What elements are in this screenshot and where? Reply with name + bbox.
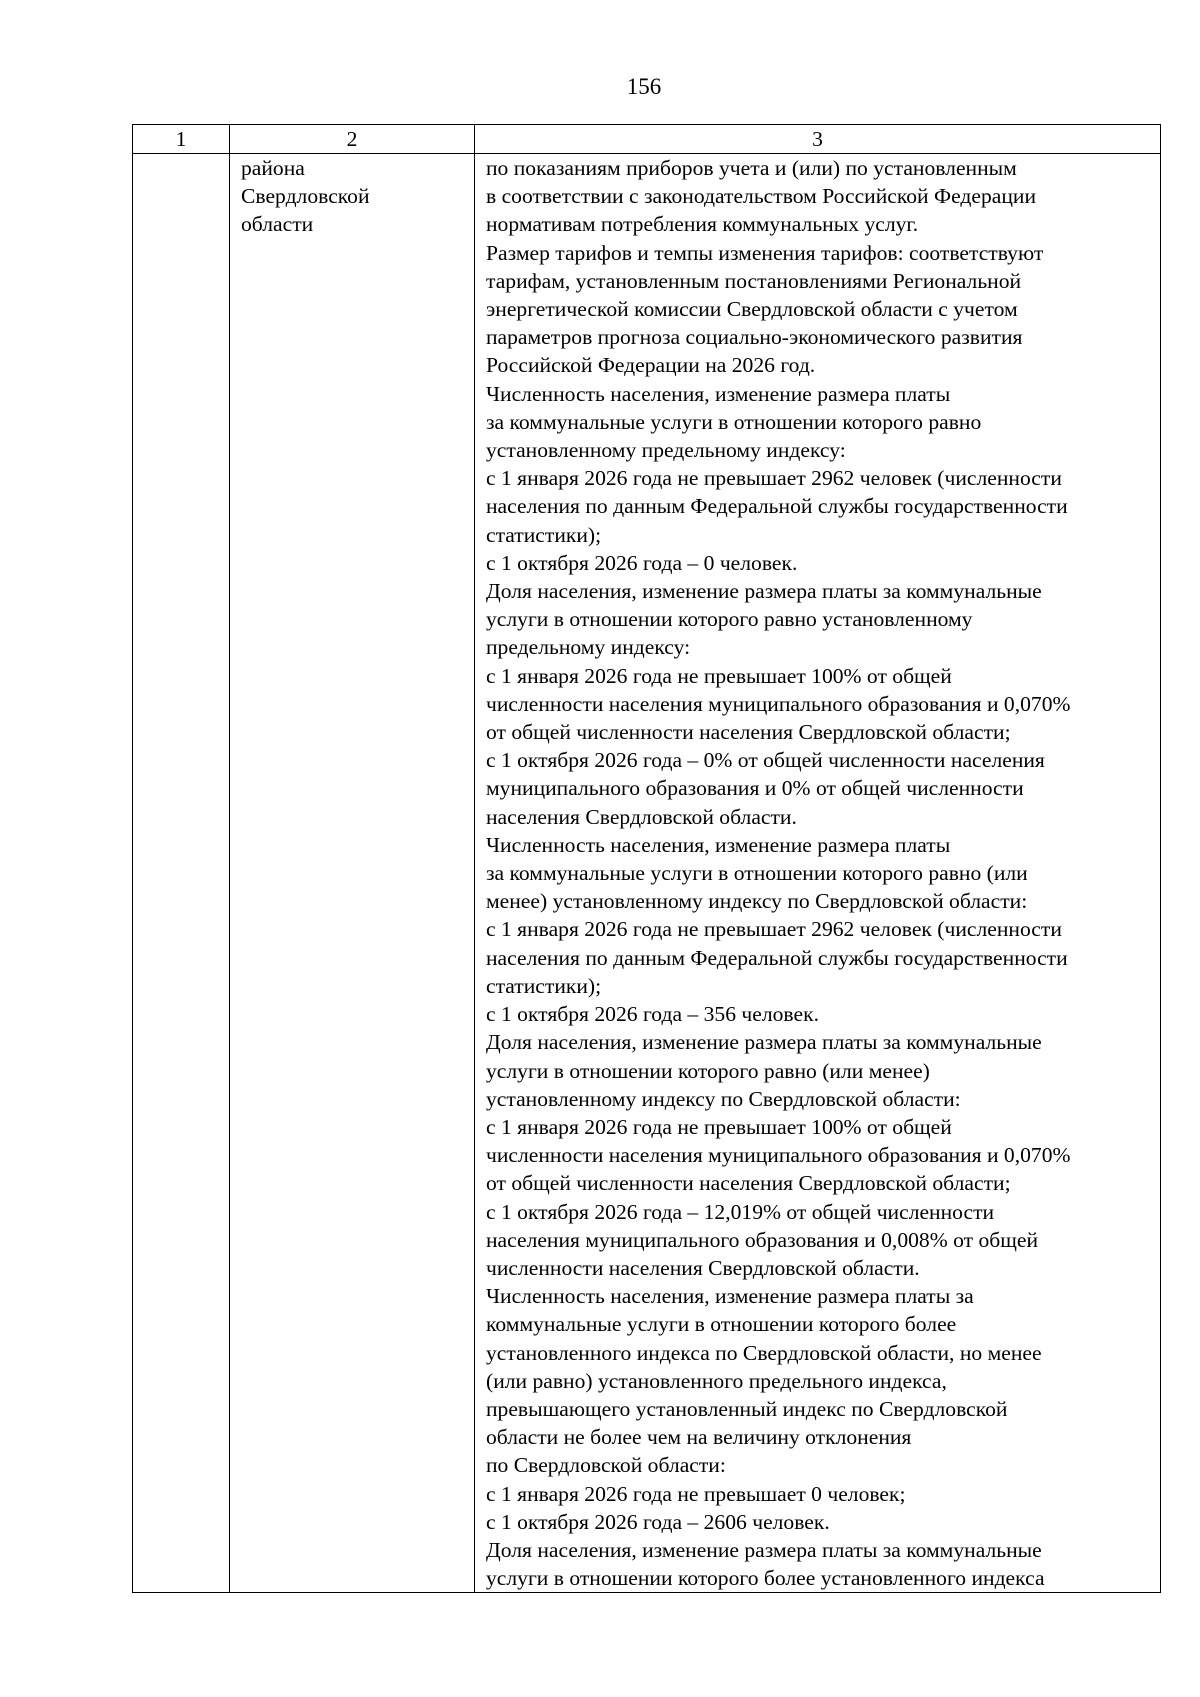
cell-col-2 [230,154,475,1593]
col3-text-line: параметров прогноза социально-экономического развития [486,325,1023,350]
col3-text-line: с 1 октября 2026 года – 2606 человек. [486,1509,830,1534]
col3-text-line: с 1 октября 2026 года – 0% от общей численности населения [486,748,1045,773]
col3-text-line: с 1 января 2026 года не превышает 100% от общей [486,1114,952,1139]
col3-text-line: (или равно) установленного предельного индекса, [486,1368,947,1393]
col3-text-line: за коммунальные услуги в отношении которого равно [486,409,982,434]
col3-text-line: населения по данным Федеральной службы государственности [486,494,1068,519]
cell-col-3 [475,154,1161,1593]
col3-text-line: Размер тарифов и темпы изменения тарифов: соответствуют [486,240,1044,265]
col3-text-line: муниципального образования и 0% от общей численности [486,776,1024,801]
col3-text-line: с 1 октября 2026 года – 12,019% от общей численности [486,1199,995,1224]
col3-text-line: численности населения муниципального образования и 0,070% [486,1143,1071,1168]
col3-text-line: численности населения муниципального образования и 0,070% [486,691,1071,716]
page-number: 156 [626,74,662,99]
col2-text-line: Свердловской [241,184,370,209]
col2-text-line: области [241,212,314,237]
col3-text-line: услуги в отношении которого равно установленному [486,607,973,632]
col3-text-line: услуги в отношении которого равно (или менее) [486,1058,930,1083]
col3-text-line: с 1 января 2026 года не превышает 0 человек; [486,1481,906,1506]
col3-text-line: превышающего установленный индекс по Свердловской [486,1396,1008,1421]
col3-text-line: по Свердловской области: [486,1453,726,1478]
header-col-1: 1 [133,125,230,154]
col3-text-line: с 1 октября 2026 года – 0 человек. [486,550,798,575]
col3-text-line: за коммунальные услуги в отношении которого равно (или [486,861,1028,886]
col3-text-line: установленному предельному индексу: [486,438,846,463]
col3-text-line: Доля населения, изменение размера платы за коммунальные [486,1537,1042,1562]
col3-text-line: энергетической комиссии Свердловской области с учетом [486,297,1018,322]
col3-text-line: Российской Федерации на 2026 год. [486,353,816,378]
col3-text-line: установленного индекса по Свердловской области, но менее [486,1340,1042,1365]
col3-text-line: в соответствии с законодательством Российской Федерации [486,184,1036,209]
header-col-3: 3 [475,125,1161,154]
col3-text-line: статистики); [486,522,602,547]
col3-text-line: Численность населения, изменение размера платы за [486,1284,974,1309]
header-row [133,125,1161,154]
col3-text-line: населения Свердловской области. [486,804,797,829]
col2-text-line: района [241,156,305,180]
table-row [133,154,1161,1593]
cell-col-1 [133,154,230,1593]
col3-text-line: области не более чем на величину отклонения [486,1425,912,1450]
col3-text-line: Доля населения, изменение размера платы за коммунальные [486,579,1042,604]
col3-text-line: тарифам, установленным постановлениями Региональной [486,268,1022,293]
col3-text-line: от общей численности населения Свердловской области; [486,720,1011,745]
col3-text-line: установленному индексу по Свердловской области: [486,1086,961,1111]
col3-text-line: нормативам потребления коммунальных услуг. [486,212,919,237]
col3-text-line: населения муниципального образования и 0,008% от общей [486,1227,1039,1252]
col3-text-line: с 1 октября 2026 года – 356 человек. [486,1002,819,1027]
col3-text-line: коммунальные услуги в отношении которого более [486,1312,957,1337]
col3-text-line: менее) установленному индексу по Свердловской области: [486,889,1028,914]
document-table [132,124,1161,1593]
col3-text-line: предельному индексу: [486,635,691,660]
col3-text-line: с 1 января 2026 года не превышает 2962 человек (численности [486,917,1062,942]
col3-text-line: услуги в отношении которого более установленного индекса [486,1566,1045,1591]
col3-text-line: статистики); [486,973,602,998]
col3-text-line: с 1 января 2026 года не превышает 100% от общей [486,663,952,688]
header-col-2: 2 [230,125,475,154]
col3-text-line: от общей численности населения Свердловской области; [486,1171,1011,1196]
col3-text-line: Доля населения, изменение размера платы за коммунальные [486,1030,1042,1055]
table-header [133,125,1161,154]
col3-text-line: численности населения Свердловской области. [486,1255,920,1280]
col3-text-line: Численность населения, изменение размера платы [486,381,951,406]
col3-text-line: с 1 января 2026 года не превышает 2962 человек (численности [486,466,1062,491]
col3-text-line: Численность населения, изменение размера платы [486,832,951,857]
col3-text-line: по показаниям приборов учета и (или) по установленным [486,156,1017,180]
col3-text-line: населения по данным Федеральной службы государственности [486,945,1068,970]
